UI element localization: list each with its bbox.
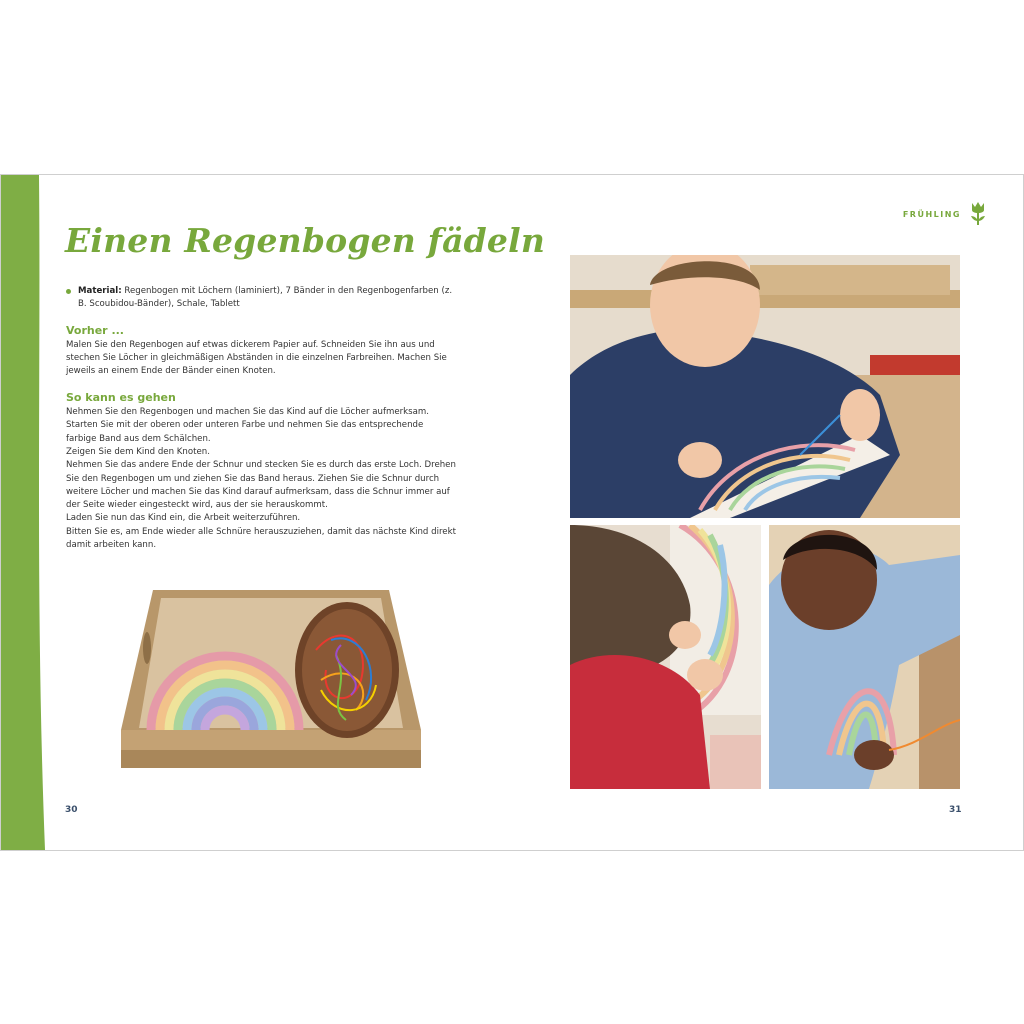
photo-boy-threading bbox=[570, 255, 960, 518]
material-label: Material: bbox=[78, 286, 122, 296]
tray-rainbow-photo bbox=[121, 590, 425, 770]
bullet-icon bbox=[66, 289, 71, 294]
material-text: Regenbogen mit Löchern (laminiert), 7 Bänder in den Regenbogenfarben (z. B. Scoubidou-Bänder), Schale, Tablett bbox=[78, 286, 453, 310]
book-spread bbox=[0, 174, 1024, 851]
material-line bbox=[66, 285, 456, 312]
left-column-text bbox=[66, 285, 456, 552]
season-label: FRÜHLING bbox=[902, 210, 961, 219]
instruction-paragraph: Laden Sie nun das Kind ein, die Arbeit weiterzuführen. bbox=[66, 513, 301, 524]
page-number-right: 31 bbox=[949, 805, 962, 815]
instruction-paragraph: Nehmen Sie das andere Ende der Schnur und stecken Sie es durch das erste Loch. Drehen Sie den Regenbogen um und ziehen Sie das Band heraus. Ziehen Sie die Schnur durch weitere Löcher und machen Sie das Kind darauf aufmerksam, dass die Schnur immer auf der Seite wieder eingesteckt wird, aus der sie herauskommt. bbox=[66, 460, 456, 511]
page-title: Einen Regenbogen fädeln bbox=[65, 221, 546, 260]
section-heading-so-kann-es-gehen: So kann es gehen bbox=[66, 390, 176, 404]
section-text-vorher: Malen Sie den Regenbogen auf etwas dickerem Papier auf. Schneiden Sie ihn aus und stechen Sie Löcher in gleichmäßigen Abständen in die einzelnen Farbreihen. Machen Sie jeweils an einem Ende der Bänder einen Knoten. bbox=[66, 339, 447, 377]
instruction-paragraph: Zeigen Sie dem Kind den Knoten. bbox=[66, 446, 210, 457]
section-heading-vorher: Vorher ... bbox=[66, 323, 124, 337]
instruction-paragraph: Bitten Sie es, am Ende wieder alle Schnüre herauszuziehen, damit das nächste Kind direkt damit arbeiten kann. bbox=[66, 526, 456, 551]
photo-girl-threading bbox=[570, 525, 761, 789]
tulip-icon bbox=[968, 201, 988, 227]
page-number-left: 30 bbox=[65, 805, 78, 815]
page-edge-band bbox=[1, 175, 51, 850]
photo-boy-rainbow bbox=[769, 525, 960, 789]
instruction-paragraph: Nehmen Sie den Regenbogen und machen Sie das Kind auf die Löcher aufmerksam. Starten Sie mit der oberen oder unteren Farbe und nehmen Sie das entsprechende farbige Band aus dem Schälchen. bbox=[66, 407, 429, 444]
